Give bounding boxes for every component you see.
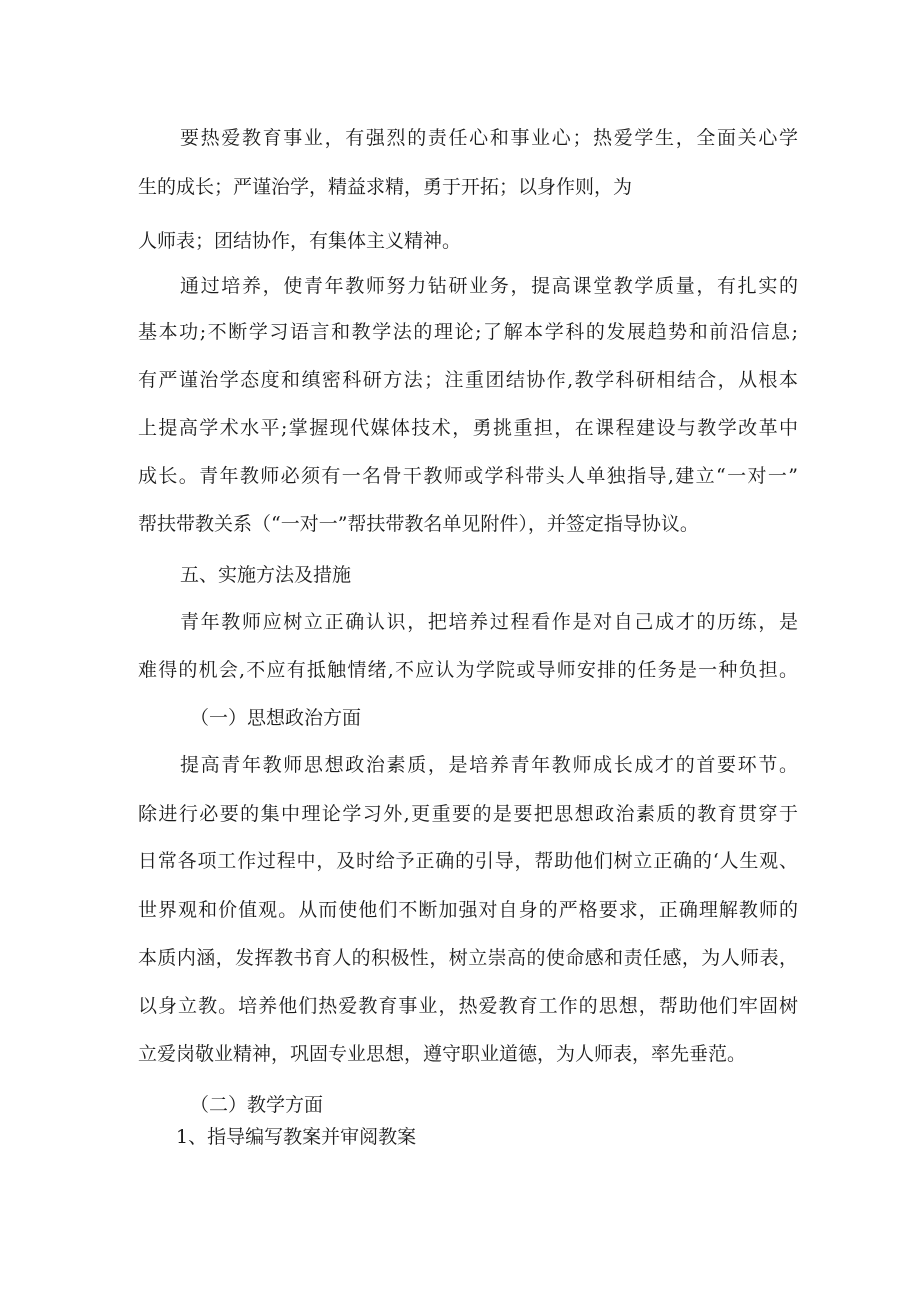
paragraph-line: 提高青年教师思想政治素质，是培养青年教师成长成才的首要环节。	[180, 754, 798, 776]
paragraph-line: 生的成长；严谨治学，精益求精，勇于开拓；以身作则，为	[138, 176, 633, 198]
paragraph-line: 除进行必要的集中理论学习外,更重要的是要把思想政治素质的教育贯穿于	[138, 803, 798, 825]
paragraph-line: 本质内涵，发挥教书育人的积极性，树立崇高的使命感和责任感，为人师表，	[138, 947, 798, 969]
paragraph-line: 有严谨治学态度和缜密科研方法；注重团结协作,教学科研相结合，从根本	[138, 369, 798, 391]
paragraph-line: 日常各项工作过程中，及时给予正确的引导，帮助他们树立正确的‘人生观、	[138, 850, 798, 872]
paragraph-line: 以身立教。培养他们热爱教育事业，热爱教育工作的思想，帮助他们牢固树	[138, 995, 798, 1017]
paragraph-line: 世界观和价值观。从而使他们不断加强对自身的严格要求，正确理解教师的	[138, 899, 798, 921]
paragraph-line: 青年教师应树立正确认识，把培养过程看作是对自己成才的历练，是	[180, 611, 798, 633]
paragraph-line: 帮扶带教关系（“一对一”帮扶带教名单见附件），并签定指导协议。	[138, 513, 699, 535]
paragraph-line: 基本功;不断学习语言和教学法的理论;了解本学科的发展趋势和前沿信息;	[138, 321, 798, 343]
paragraph-line: 通过培养，使青年教师努力钻研业务，提高课堂教学质量，有扎实的	[180, 275, 798, 297]
paragraph-line: 成长。青年教师必须有一名骨干教师或学科带头人单独指导,建立“一对一”	[138, 465, 798, 487]
subsection-heading: （二）教学方面	[190, 1094, 324, 1116]
paragraph-line: 立爱岗敬业精神，巩固专业思想，遵守职业道德，为人师表，率先垂范。	[138, 1043, 747, 1065]
paragraph-line: 难得的机会,不应有抵触情绪,不应认为学院或导师安排的任务是一种负担。	[138, 659, 798, 681]
subsection-heading: （一）思想政治方面	[190, 707, 362, 729]
paragraph-line: 人师表；团结协作，有集体主义精神。	[138, 230, 462, 252]
paragraph-line: 要热爱教育事业，有强烈的责任心和事业心；热爱学生，全面关心学	[180, 127, 798, 149]
paragraph-line: 上提高学术水平;掌握现代媒体技术，勇挑重担，在课程建设与教学改革中	[138, 417, 798, 439]
list-item: 1、指导编写教案并审阅教案	[176, 1126, 417, 1148]
section-heading: 五、实施方法及措施	[180, 564, 352, 586]
